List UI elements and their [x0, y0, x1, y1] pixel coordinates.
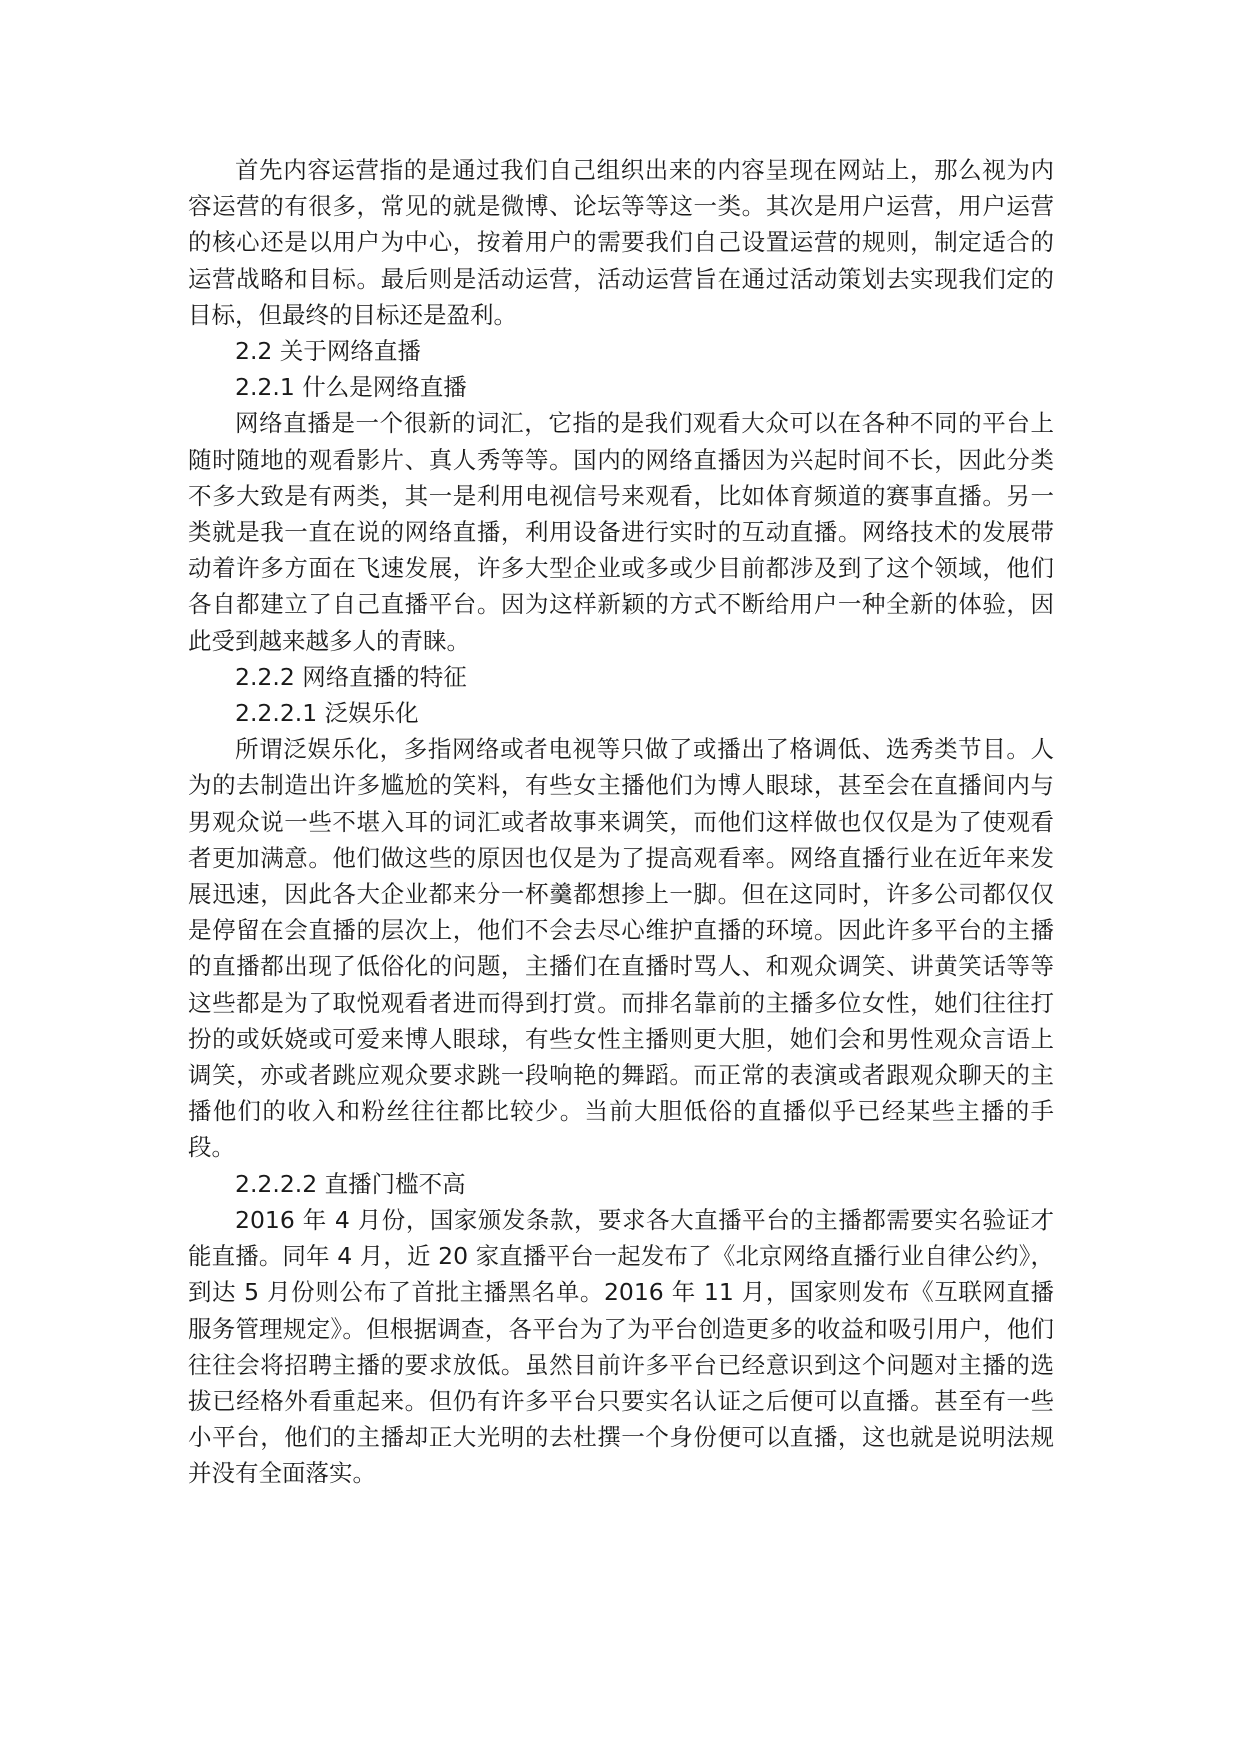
- heading-2-2-2: 2.2.2 网络直播的特征: [235, 662, 467, 691]
- heading-2-2-1: 2.2.1 什么是网络直播: [235, 373, 467, 402]
- heading-2-2-2-1: 2.2.2.1 泛娱乐化: [235, 699, 419, 728]
- paragraph-low-threshold: 2016 年 4 月份，国家颁发条款，要求各大直播平台的主播都需要实名验证才能直播。同年 4 月，近 20 家直播平台一起发布了《北京网络直播行业自律公约》，到达 5 月份则公布了首批主播黑名单。2016 年 11 月，国家则发布《互联网直播服务管理规定》。但根据调查，各平台为了为平台创造更多的收益和吸引用户，他们往往会将招聘主播的要求放低。虽然目前许多平台已经意识到这个问题对主播的选拔已经格外看重起来。但仍有许多平台只要实名认证之后便可以直播。甚至有一些小平台，他们的主播却正大光明的去杜撰一个身份便可以直播，这也就是说明法规并没有全面落实。: [188, 1205, 1054, 1488]
- paragraph-operations: 首先内容运营指的是通过我们自己组织出来的内容呈现在网站上，那么视为内容运营的有很多，常见的就是微博、论坛等等这一类。其次是用户运营，用户运营的核心还是以用户为中心，按着用户的需要我们自己设置运营的规则，制定适合的运营战略和目标。最后则是活动运营，活动运营旨在通过活动策划去实现我们定的目标，但最终的目标还是盈利。: [188, 156, 1054, 329]
- paragraph-pan-entertainment: 所谓泛娱乐化，多指网络或者电视等只做了或播出了格调低、选秀类节目。人为的去制造出许多尴尬的笑料，有些女主播他们为博人眼球，甚至会在直播间内与男观众说一些不堪入耳的词汇或者故事来调笑，而他们这样做也仅仅是为了使观看者更加满意。他们做这些的原因也仅是为了提高观看率。网络直播行业在近年来发展迅速，因此各大企业都来分一杯羹都想掺上一脚。但在这同时，许多公司都仅仅是停留在会直播的层次上，他们不会去尽心维护直播的环境。因此许多平台的主播的直播都出现了低俗化的问题，主播们在直播时骂人、和观众调笑、讲黄笑话等等这些都是为了取悦观看者进而得到打赏。而排名靠前的主播多位女性，她们往往打扮的或妖娆或可爱来博人眼球，有些女性主播则更大胆，她们会和男性观众言语上调笑，亦或者跳应观众要求跳一段响艳的舞蹈。而正常的表演或者跟观众聊天的主播他们的收入和粉丝往往都比较少。当前大胆低俗的直播似乎已经某些主播的手段。: [188, 735, 1054, 1162]
- document-page: [188, 152, 1054, 1492]
- heading-2-2-2-2: 2.2.2.2 直播门槛不高: [235, 1169, 466, 1198]
- paragraph-what-is-live-streaming: 网络直播是一个很新的词汇，它指的是我们观看大众可以在各种不同的平台上随时随地的观看影片、真人秀等等。国内的网络直播因为兴起时间不长，因此分类不多大致是有两类，其一是利用电视信号来观看，比如体育频道的赛事直播。另一类就是我一直在说的网络直播，利用设备进行实时的互动直播。网络技术的发展带动着许多方面在飞速发展，许多大型企业或多或少目前都涉及到了这个领域，他们各自都建立了自己直播平台。因为这样新颖的方式不断给用户一种全新的体验，因此受到越来越多人的青睐。: [188, 409, 1054, 655]
- heading-2-2: 2.2 关于网络直播: [235, 337, 421, 366]
